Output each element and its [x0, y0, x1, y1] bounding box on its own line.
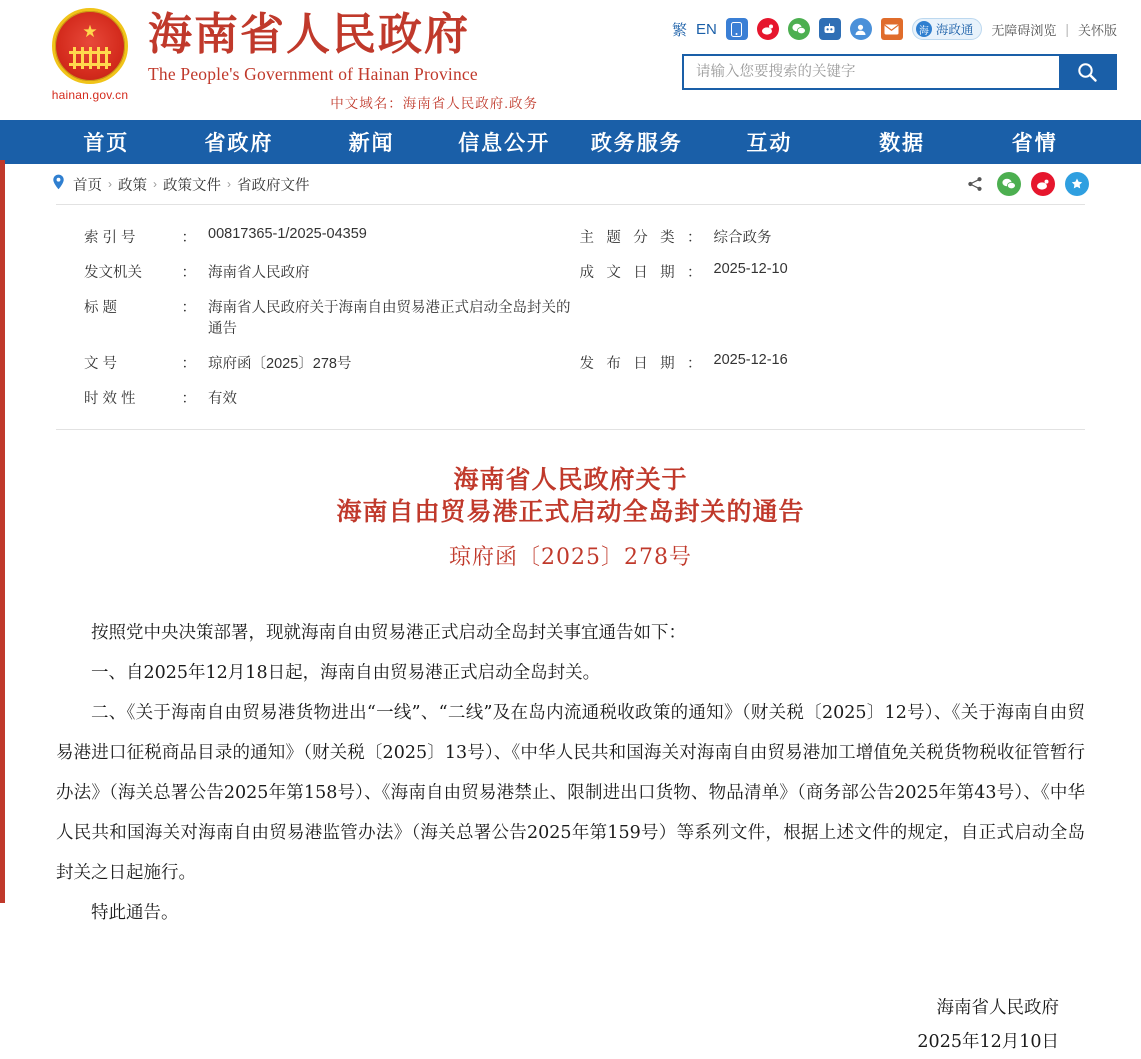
meta-label-index: 索 引 号：: [84, 230, 196, 246]
site-title: [148, 10, 548, 112]
main-navigation: [0, 120, 1141, 164]
signature-org: 海南省人民政府: [936, 998, 1059, 1018]
emblem-domain-text: hainan.gov.cn: [51, 88, 129, 102]
meta-value-doc-number: 琼府函〔2025〕278号: [208, 356, 352, 372]
link-separator: |: [1065, 21, 1069, 37]
weibo-icon[interactable]: [757, 18, 779, 40]
breadcrumb-separator-1: ›: [108, 177, 112, 191]
meta-label-empty-2: [580, 380, 710, 415]
doc-signature: [56, 991, 1085, 1059]
doc-paragraph-3: 二、《关于海南自由贸易港货物进出“一线”、“二线”及在岛内流通税收政策的通知》（财关税〔2025〕12号）、《关于海南自由贸易港进口征税商品目录的通知》（财关税〔2025〕13号）、《中华人民共和国海关对海南自由贸易港加工增值免关税货物税收征管暂行办法》（海关总署公告2025年第158号）、《海南自由贸易港禁止、限制进出口货物、物品清单》（商务部公告2025年第43号）、《中华人民共和国海关对海南自由贸易港监管办法》（海关总署公告2025年第159号）等系列文件，根据上述文件的规定，自正式启动全岛封关之日起施行。: [56, 703, 1085, 883]
breadcrumb-item-policy[interactable]: 政策: [118, 177, 147, 194]
meta-value-topic: 综合政务: [713, 230, 772, 246]
meta-value-title: 海南省人民政府关于海南自由贸易港正式启动全岛封关的通告: [208, 300, 571, 337]
meta-label-written-date: 成文日期：: [579, 265, 702, 281]
nav-item-news[interactable]: 新闻: [348, 132, 395, 155]
breadcrumb-separator-3: ›: [227, 177, 231, 191]
search-icon: [1076, 61, 1098, 83]
doc-content: [56, 613, 1085, 933]
mobile-icon[interactable]: [726, 18, 748, 40]
search-box[interactable]: [682, 54, 1117, 90]
doc-number: 琼府函〔2025〕278号: [449, 545, 692, 570]
zhengwutong-label: 海政通: [935, 23, 974, 37]
accessible-browse-link[interactable]: 无障碍浏览: [991, 22, 1057, 38]
meta-label-publish-date: 发布日期：: [579, 356, 702, 372]
user-icon[interactable]: [850, 18, 872, 40]
meta-label-validity: 时 效 性：: [84, 391, 196, 407]
breadcrumb-item-policy-docs[interactable]: 政策文件: [163, 177, 221, 194]
meta-value-index: 00817365-1/2025-04359: [208, 226, 367, 242]
doc-title-line-2: 海南自由贸易港正式启动全岛封关的通告: [336, 497, 805, 526]
search-button[interactable]: [1059, 56, 1115, 88]
header-utility-links: [672, 18, 1117, 40]
meta-value-publish-date: 2025-12-16: [713, 352, 788, 368]
share-icon[interactable]: [963, 172, 987, 196]
nav-item-interaction[interactable]: 互动: [746, 132, 793, 155]
search-input[interactable]: [684, 56, 1059, 88]
more-share-icon[interactable]: [1065, 172, 1089, 196]
meta-label-doc-number: 文 号：: [84, 356, 196, 372]
site-header: [0, 0, 1141, 120]
meta-value-empty-1: [710, 289, 1086, 345]
share-icons: [963, 172, 1089, 196]
care-version-link[interactable]: 关怀版: [1077, 22, 1117, 38]
emblem-icon: [52, 8, 128, 84]
robot-icon[interactable]: [819, 18, 841, 40]
wechat-icon[interactable]: [788, 18, 810, 40]
doc-paragraph-2: 一、自2025年12月18日起，海南自由贸易港正式启动全岛封关。: [91, 663, 601, 683]
doc-title-line-1: 海南省人民政府关于: [453, 465, 688, 494]
site-title-domain: 中文域名：海南省人民政府.政务: [330, 96, 538, 111]
breadcrumb-item-provincial-docs[interactable]: 省政府文件: [237, 177, 310, 194]
nav-item-government[interactable]: 省政府: [204, 132, 274, 155]
page-title: [56, 464, 1085, 528]
breadcrumb-separator-2: ›: [153, 177, 157, 191]
breadcrumb-row: [0, 164, 1141, 204]
language-traditional-link[interactable]: 繁: [671, 21, 687, 39]
left-accent-strip: [0, 160, 5, 903]
doc-paragraph-1: 按照党中央决策部署，现就海南自由贸易港正式启动全岛封关事宜通告如下：: [91, 623, 686, 643]
site-title-cn: 海南省人民政府: [148, 9, 470, 60]
meta-label-empty-1: [580, 289, 710, 345]
doc-paragraph-4: 特此通告。: [91, 903, 179, 923]
nav-item-home[interactable]: 首页: [83, 132, 130, 155]
meta-label-title: 标 题：: [84, 300, 196, 316]
share-wechat-icon[interactable]: [997, 172, 1021, 196]
nav-item-services[interactable]: 政务服务: [590, 132, 683, 155]
mail-icon[interactable]: [881, 18, 903, 40]
zhengwutong-icon: 海: [916, 21, 932, 37]
meta-value-issuer: 海南省人民政府: [208, 265, 310, 281]
meta-label-topic: 主题分类：: [579, 230, 702, 246]
site-title-en: The People's Government of Hainan Province: [148, 64, 478, 84]
nav-item-disclosure[interactable]: 信息公开: [458, 132, 551, 155]
zhengwutong-badge[interactable]: [912, 18, 983, 40]
national-emblem: [46, 8, 134, 112]
breadcrumb: [52, 174, 310, 195]
meta-label-issuer: 发文机关：: [84, 265, 196, 281]
language-english-link[interactable]: EN: [695, 20, 717, 38]
location-pin-icon: [52, 174, 65, 194]
nav-item-data[interactable]: 数据: [879, 132, 926, 155]
breadcrumb-item-home[interactable]: 首页: [73, 177, 102, 194]
nav-item-province[interactable]: 省情: [1011, 132, 1058, 155]
meta-value-validity: 有效: [208, 391, 237, 407]
document-meta-table: [56, 204, 1085, 430]
document-body: [56, 430, 1085, 1059]
signature-date: 2025年12月10日: [917, 1032, 1059, 1052]
share-weibo-icon[interactable]: [1031, 172, 1055, 196]
meta-value-written-date: 2025-12-10: [713, 261, 788, 277]
meta-value-empty-2: [710, 380, 1086, 415]
